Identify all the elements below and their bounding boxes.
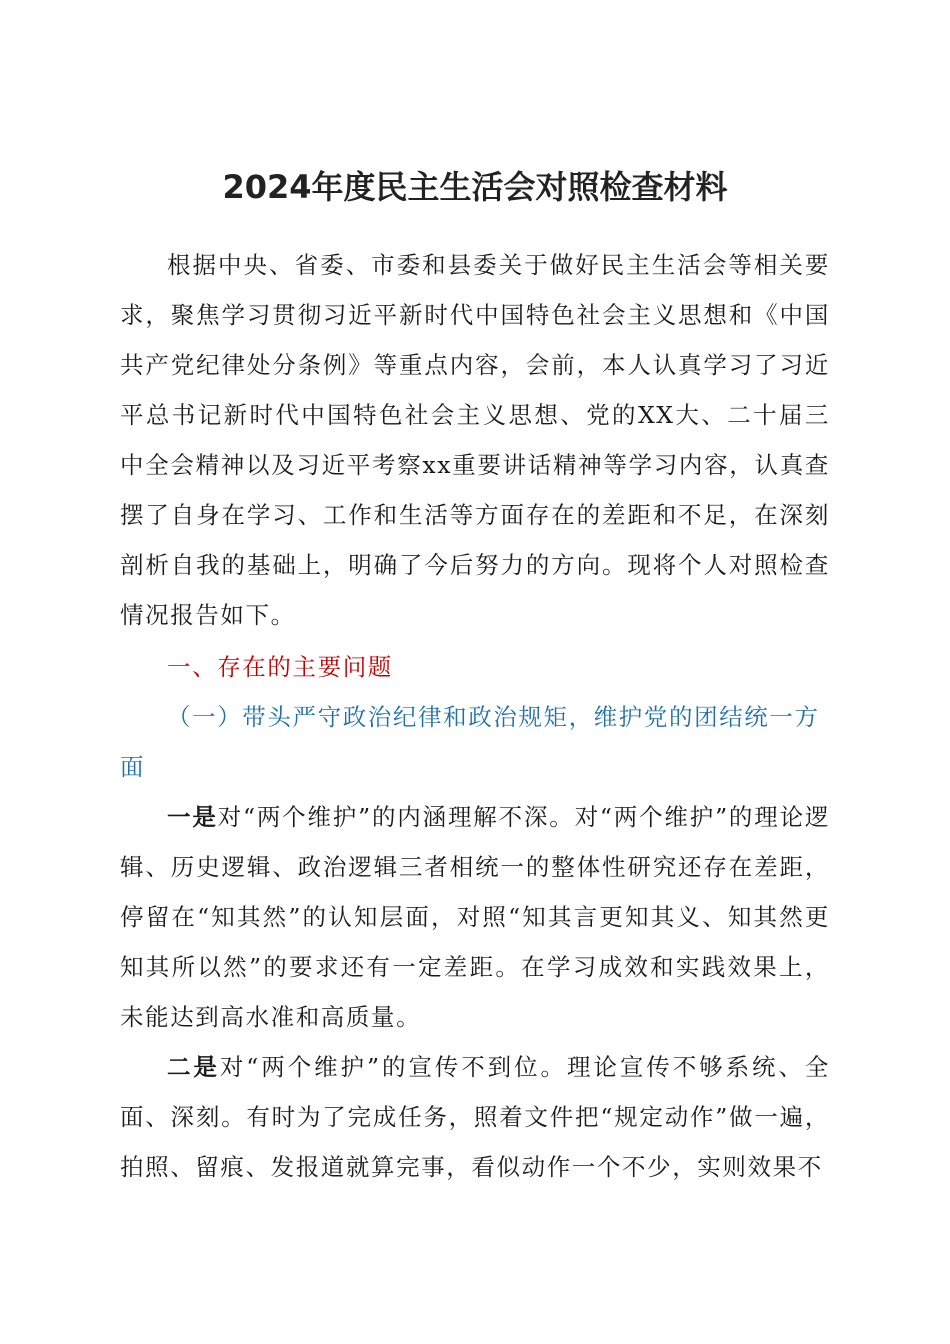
point-text-1: 对“两个维护”的内涵理解不深。对“两个维护”的理论逻辑、历史逻辑、政治逻辑三者相统一的整体性研究还存在差距，停留在“知其然”的认知层面，对照“知其言更知其义、知其然更知其所以然”的要求还有一定差距。在学习成效和实践效果上，未能达到高水准和高质量。 [120,803,830,1031]
point-paragraph-1 [120,792,830,1042]
point-lead-1: 一是 [167,803,218,831]
document-title: 2024年度民主生活会对照检查材料 [222,168,728,206]
section-heading-main-problems: 一、存在的主要问题 [167,653,393,681]
subsection-heading-political-discipline: （一）带头严守政治纪律和政治规矩，维护党的团结统一方面 [120,703,820,781]
point-paragraph-2 [120,1042,830,1192]
point-text-2: 对“两个维护”的宣传不到位。理论宣传不够系统、全面、深刻。有时为了完成任务，照着文件把“规定动作”做一遍，拍照、留痕、发报道就算完事，看似动作一个不少，实则效果不 [120,1053,830,1181]
point-lead-2: 二是 [167,1053,220,1081]
document-page [120,160,830,1192]
intro-paragraph: 根据中央、省委、市委和县委关于做好民主生活会等相关要求，聚焦学习贯彻习近平新时代中国特色社会主义思想和《中国共产党纪律处分条例》等重点内容，会前，本人认真学习了习近平总书记新时代中国特色社会主义思想、党的XX大、二十届三中全会精神以及习近平考察xx重要讲话精神等学习内容，认真查摆了自身在学习、工作和生活等方面存在的差距和不足，在深刻剖析自我的基础上，明确了今后努力的方向。现将个人对照检查情况报告如下。 [120,251,830,629]
